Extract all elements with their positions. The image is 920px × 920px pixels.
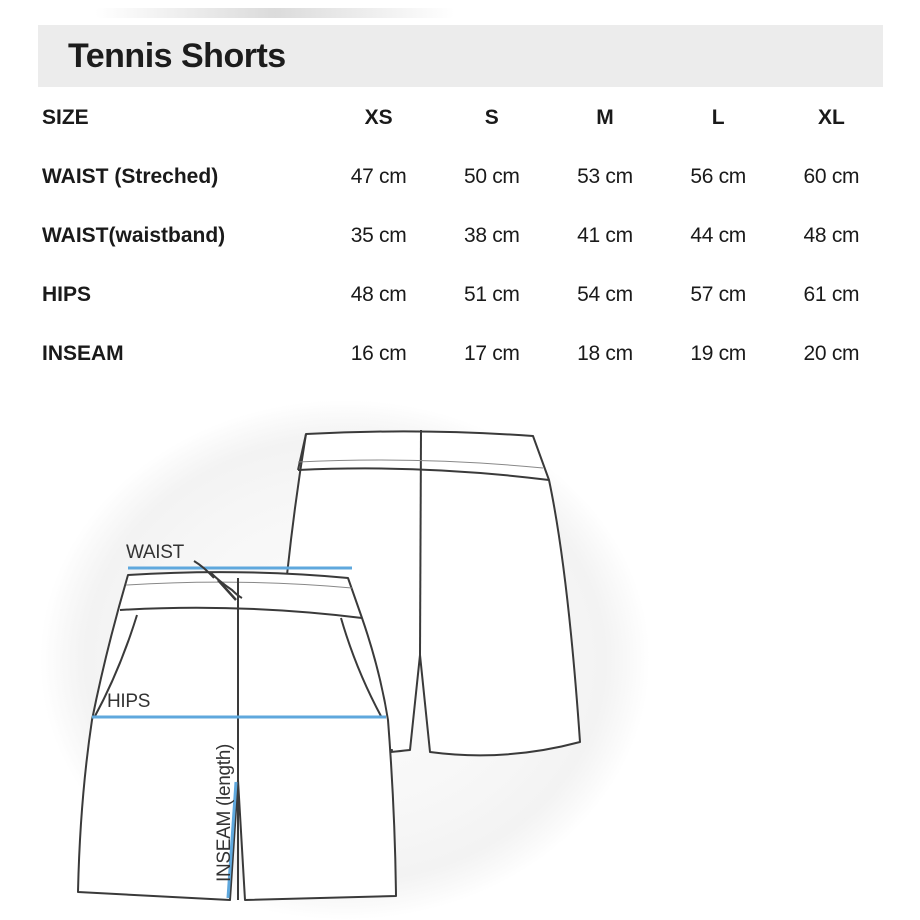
- size-column-s: S: [484, 105, 499, 129]
- table-cell: 20 cm: [803, 341, 860, 365]
- size-column-m: M: [596, 105, 614, 129]
- table-header-row: [38, 88, 888, 147]
- table-row-hips: [38, 265, 888, 324]
- table-cell: 17 cm: [463, 341, 520, 365]
- table-cell: 57 cm: [690, 282, 746, 306]
- table-cell: 48 cm: [803, 223, 860, 247]
- page-title: Tennis Shorts: [68, 37, 286, 75]
- row-label: INSEAM: [42, 341, 124, 365]
- table-cell: 44 cm: [690, 223, 746, 247]
- table-cell: 54 cm: [577, 282, 633, 306]
- size-column-xs: XS: [364, 105, 393, 129]
- table-cell: 47 cm: [350, 164, 407, 188]
- table-row-waist-stretched: [38, 147, 888, 206]
- table-cell: 56 cm: [690, 164, 746, 188]
- table-row-waist-waistband: [38, 206, 888, 265]
- row-label: HIPS: [42, 282, 92, 306]
- table-cell: 60 cm: [803, 164, 860, 188]
- table-row-inseam: [38, 324, 888, 383]
- table-cell: 48 cm: [350, 282, 407, 306]
- header-shadow: [95, 8, 455, 18]
- table-cell: 61 cm: [803, 282, 860, 306]
- table-cell: 19 cm: [690, 341, 746, 365]
- table-cell: 35 cm: [350, 223, 407, 247]
- shorts-illustration: [0, 400, 920, 920]
- table-cell: 38 cm: [463, 223, 520, 247]
- row-label: WAIST(waistband): [42, 223, 226, 247]
- hips-label: HIPS: [107, 691, 151, 712]
- size-column-l: L: [711, 105, 725, 129]
- title-bar: [38, 25, 883, 87]
- table-cell: 51 cm: [463, 282, 520, 306]
- table-cell: 16 cm: [350, 341, 407, 365]
- shorts-front-view: [78, 572, 396, 900]
- table-cell: 50 cm: [463, 164, 520, 188]
- table-cell: 18 cm: [577, 341, 633, 365]
- size-column-xl: XL: [817, 105, 845, 129]
- waist-label: WAIST: [126, 542, 184, 563]
- size-header-label: SIZE: [42, 105, 89, 129]
- inseam-label: INSEAM (length): [214, 743, 235, 883]
- table-cell: 41 cm: [577, 223, 633, 247]
- row-label: WAIST (Streched): [42, 164, 219, 188]
- table-cell: 53 cm: [577, 164, 633, 188]
- size-chart-table: [38, 88, 888, 383]
- shorts-measurement-diagram: [0, 400, 920, 920]
